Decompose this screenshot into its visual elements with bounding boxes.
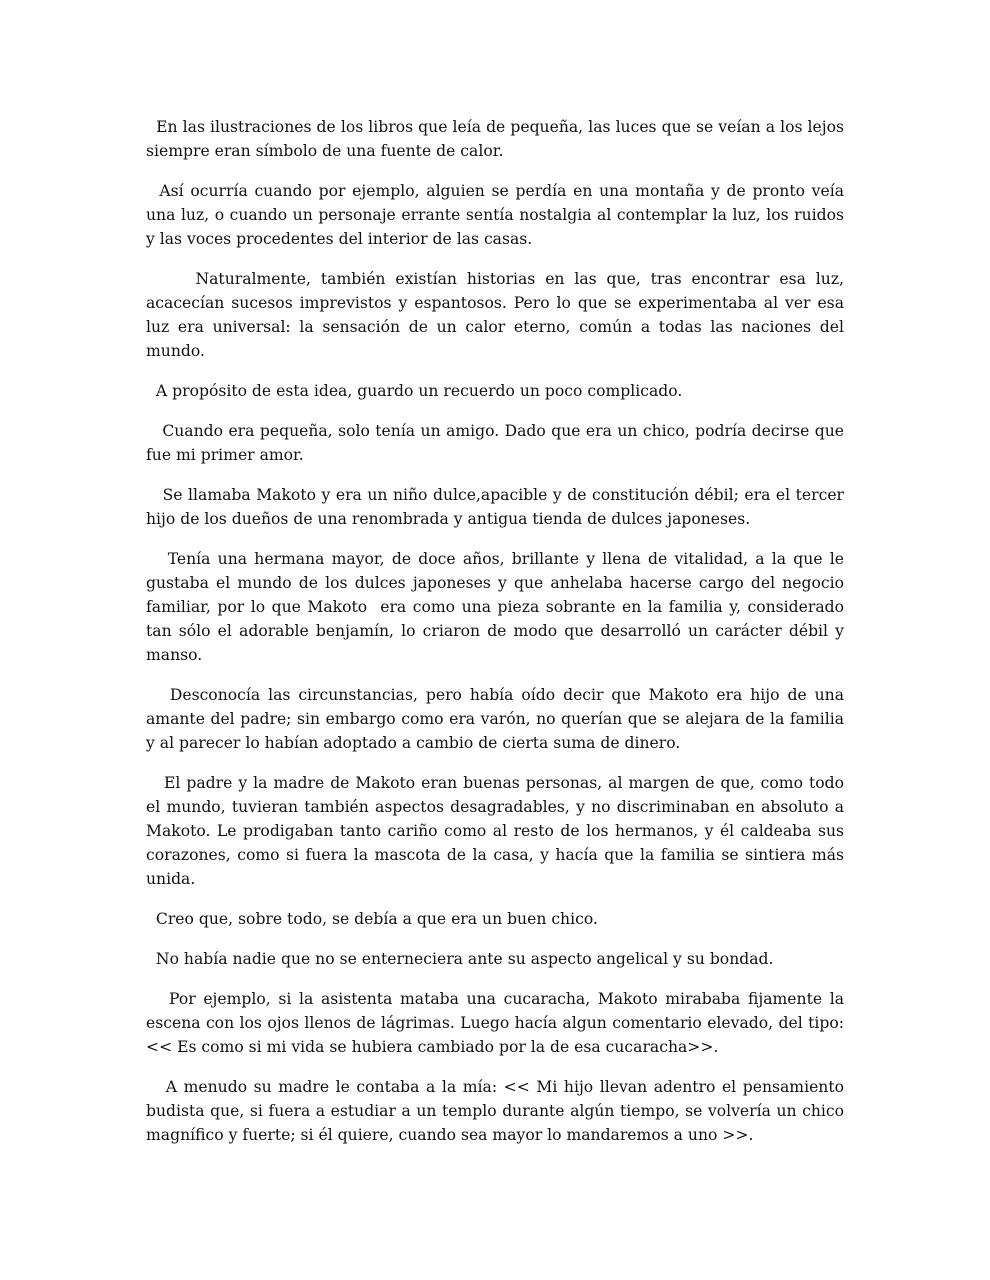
paragraph-1: En las ilustraciones de los libros que leía de pequeña, las luces que se veían a los lejos siempre eran símbolo de una fuente de calor. bbox=[146, 118, 849, 160]
paragraph-6: Se llamaba Makoto y era un niño dulce,apacible y de constitución débil; era el tercer hijo de los dueños de una renombrada y antigua tienda de dulces japoneses. bbox=[146, 486, 849, 528]
document-page bbox=[146, 115, 849, 1163]
paragraph-5: Cuando era pequeña, solo tenía un amigo. Dado que era un chico, podría decirse que fue mi primer amor. bbox=[146, 422, 849, 464]
paragraph-13: A menudo su madre le contaba a la mía: << Mi hijo llevan adentro el pensamiento budista que, si fuera a estudiar a un templo durante algún tiempo, se volvería un chico magnífico y fuerte; si él quiere, cuando sea mayor lo mandaremos a uno >>. bbox=[146, 1078, 849, 1144]
paragraph-9: El padre y la madre de Makoto eran buenas personas, al margen de que, como todo el mundo, tuvieran también aspectos desagradables, y no discriminaban en absoluto a Makoto. Le prodigaban tanto cariño como al resto de los hermanos, y él caldeaba sus corazones, como si fuera la mascota de la casa, y hacía que la familia se sintiera más unida. bbox=[146, 774, 849, 888]
paragraph-2: Así ocurría cuando por ejemplo, alguien se perdía en una montaña y de pronto veía una luz, o cuando un personaje errante sentía nostalgia al contemplar la luz, los ruidos y las voces procedentes del interior de las casas. bbox=[146, 182, 849, 248]
paragraph-3: Naturalmente, también existían historias en las que, tras encontrar esa luz, acacecían sucesos imprevistos y espantosos. Pero lo que se experimentaba al ver esa luz era universal: la sensación de un calor eterno, común a todas las naciones del mundo. bbox=[146, 270, 849, 360]
paragraph-12: Por ejemplo, si la asistenta mataba una cucaracha, Makoto mirababa fijamente la escena con los ojos llenos de lágrimas. Luego hacía algun comentario elevado, del tipo: << Es como si mi vida se hubiera cambiado por la de esa cucaracha>>. bbox=[146, 990, 849, 1056]
paragraph-10: Creo que, sobre todo, se debía a que era un buen chico. bbox=[146, 910, 598, 928]
paragraph-7: Tenía una hermana mayor, de doce años, brillante y llena de vitalidad, a la que le gustaba el mundo de los dulces japoneses y que anhelaba hacerse cargo del negocio familiar, por lo que Makoto era como una pieza sobrante en la familia y, considerado tan sólo el adorable benjamín, lo criaron de modo que desarrolló un carácter débil y manso. bbox=[146, 550, 849, 664]
paragraph-11: No había nadie que no se enterneciera ante su aspecto angelical y su bondad. bbox=[146, 950, 774, 968]
paragraph-8: Desconocía las circunstancias, pero había oído decir que Makoto era hijo de una amante del padre; sin embargo como era varón, no querían que se alejara de la familia y al parecer lo habían adoptado a cambio de cierta suma de dinero. bbox=[146, 686, 849, 752]
paragraph-4: A propósito de esta idea, guardo un recuerdo un poco complicado. bbox=[146, 382, 683, 400]
